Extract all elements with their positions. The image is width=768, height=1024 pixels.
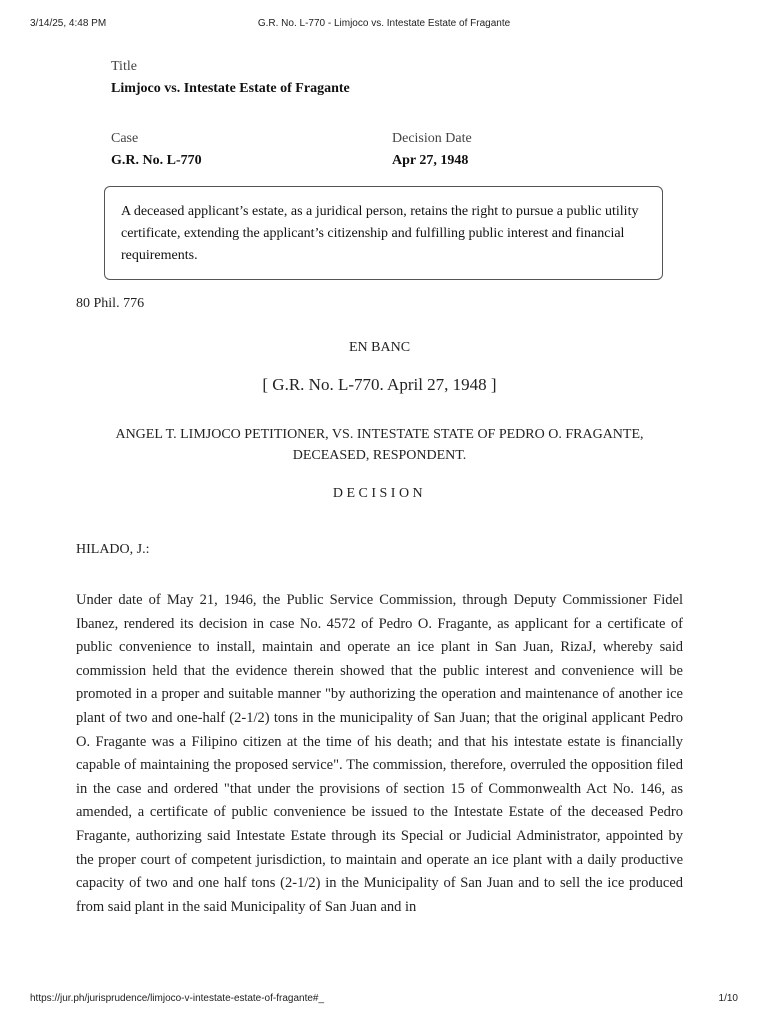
title-value: Limjoco vs. Intestate Estate of Fragante <box>111 81 350 96</box>
ponente: HILADO, J.: <box>76 542 150 557</box>
decision-heading: DECISION <box>332 486 427 501</box>
decision-date-label: Decision Date <box>392 131 472 146</box>
case-summary-box: A deceased applicant’s estate, as a juridical person, retains the right to pursue a public utility certificate, extending the applicant’s citizenship and fulfilling public interest and financial requirements. <box>104 186 663 280</box>
case-value: G.R. No. L-770 <box>111 153 202 168</box>
case-block <box>111 130 202 170</box>
decision-body-paragraph: Under date of May 21, 1946, the Public Service Commission, through Deputy Commissioner Fidel Ibanez, rendered its decision in case No. 4572 of Pedro O. Fragante, as applicant for a certificate of public convenience to install, maintain and operate an ice plant in San Juan, RizaJ, whereby said commission held that the evidence therein showed that the public interest and convenience will be promoted in a proper and suitable manner "by authorizing the operation and maintenance of another ice plant of two and one-half (2-1/2) tons in the municipality of San Juan; that the original applicant Pedro O. Fragante was a Filipino citizen at the time of his death; and that his intestate estate is financially capable of maintaining the proposed service". The commission, therefore, overruled the opposition filed in the case and ordered "that under the provisions of section 15 of Commonwealth Act No. 146, as amended, a certificate of public convenience be issued to the Intestate Estate of the deceased Pedro Fragante, authorizing said Intestate Estate through its Special or Judicial Administrator, appointed by the proper court of competent jurisdiction, to maintain and operate an ice plant with a daily productive capacity of two and one half tons (2-1/2) in the Municipality of San Juan and to sell the ice produced from said plant in the said Municipality of San Juan and in <box>76 592 683 915</box>
division-label: EN BANC <box>348 340 411 355</box>
print-footer <box>0 993 768 1007</box>
print-url: https://jur.ph/jurisprudence/limjoco-v-intestate-estate-of-fragante#_ <box>30 993 325 1004</box>
citation: 80 Phil. 776 <box>76 296 145 311</box>
print-datetime: 3/14/25, 4:48 PM <box>30 18 107 29</box>
print-page-title: G.R. No. L-770 - Limjoco vs. Intestate Estate of Fragante <box>257 18 511 29</box>
decision-date-block <box>392 130 472 170</box>
title-label: Title <box>111 59 137 74</box>
parties-caption: ANGEL T. LIMJOCO PETITIONER, VS. INTESTATE STATE OF PEDRO O. FRAGANTE, DECEASED, RESPONDENT. <box>115 427 644 463</box>
case-label: Case <box>111 131 139 146</box>
page-indicator: 1/10 <box>718 993 738 1004</box>
title-block <box>111 58 350 98</box>
print-header <box>0 18 768 32</box>
gr-number-heading: [ G.R. No. L-770. April 27, 1948 ] <box>262 375 497 394</box>
decision-date-value: Apr 27, 1948 <box>392 153 469 168</box>
